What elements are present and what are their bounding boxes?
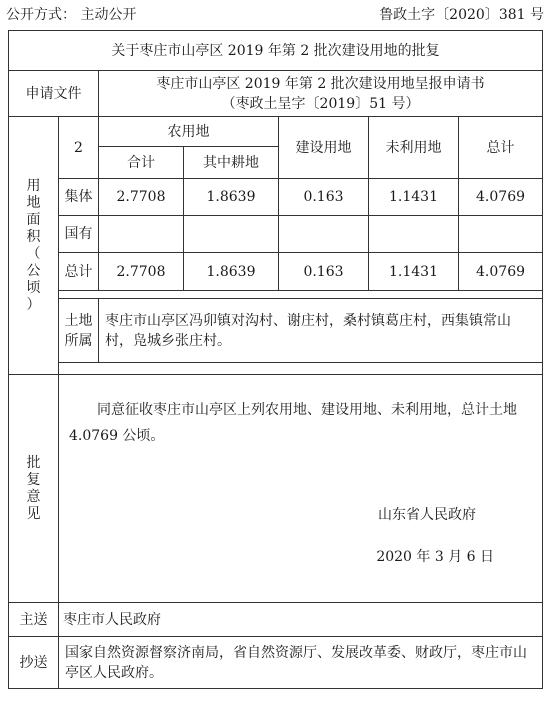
batch-number: 2: [59, 117, 99, 179]
cell-construction: [279, 216, 369, 253]
cc-label: 抄送: [9, 637, 59, 689]
approval-char: 见: [26, 505, 41, 522]
row-label: 国有: [59, 216, 99, 253]
application-line-1: 枣庄市山亭区 2019 年第 2 批次建设用地呈报申请书: [156, 75, 485, 92]
cell-farm-total: 2.7708: [99, 253, 184, 291]
side-char: 顷: [26, 279, 41, 296]
document-title: 关于枣庄市山亭区 2019 年第 2 批次建设用地的批复: [9, 31, 543, 71]
cell-unused: 1.1431: [369, 179, 459, 216]
row-label: 总计: [59, 253, 99, 291]
recipient-text: 枣庄市人民政府: [59, 603, 543, 637]
approval-char: 复: [26, 471, 41, 488]
approval-opinion-body: [59, 375, 543, 603]
land-location-label: [59, 299, 99, 363]
disclosure-mode: 公开方式： 主动公开: [6, 7, 137, 23]
side-char: 面: [26, 211, 41, 228]
table-row: [9, 253, 543, 291]
cell-farm-total: 2.7708: [99, 179, 184, 216]
farmland-header: 农用地: [99, 117, 279, 147]
side-char: 积: [26, 228, 41, 245]
farmland-total-header: 合计: [99, 147, 184, 179]
side-char: ）: [26, 296, 41, 313]
cell-sum: 4.0769: [459, 179, 543, 216]
cell-sum: [459, 216, 543, 253]
approval-opinion-label: [9, 375, 59, 603]
cell-farm-total: [99, 216, 184, 253]
row-label: 集体: [59, 179, 99, 216]
application-text: [99, 71, 543, 117]
unused-header: 未利用地: [369, 117, 459, 179]
approval-char: 批: [26, 454, 41, 471]
application-label: 申请文件: [9, 71, 99, 117]
side-char: 用: [26, 177, 41, 194]
land-location-text: 枣庄市山亭区冯卯镇对沟村、谢庄村，桑村镇葛庄村，西集镇常山村，凫城乡张庄村。: [99, 299, 543, 363]
recipient-label: 主送: [9, 603, 59, 637]
side-char: 地: [26, 194, 41, 211]
application-line-2: （枣政土呈字〔2019〕51 号）: [221, 95, 420, 112]
issuing-authority: 山东省人民政府: [378, 507, 477, 523]
land-label-line: 所属: [64, 332, 93, 349]
cell-construction: 0.163: [279, 253, 369, 291]
approval-form-table: [8, 30, 543, 689]
approval-char: 意: [26, 488, 41, 505]
cc-text: 国家自然资源督察济南局，省自然资源厅、发展改革委、财政厅，枣庄市山亭区人民政府。: [59, 637, 543, 689]
farmland-arable-header: 其中耕地: [184, 147, 279, 179]
side-char: （: [26, 245, 41, 262]
cell-construction: 0.163: [279, 179, 369, 216]
cell-unused: [369, 216, 459, 253]
cell-sum: 4.0769: [459, 253, 543, 291]
document-number: 鲁政土字〔2020〕381 号: [379, 7, 544, 23]
side-char: 公: [26, 262, 41, 279]
cell-unused: 1.1431: [369, 253, 459, 291]
table-row: [9, 216, 543, 253]
total-header: 总计: [459, 117, 543, 179]
construction-header: 建设用地: [279, 117, 369, 179]
cell-arable: [184, 216, 279, 253]
cell-arable: 1.8639: [184, 179, 279, 216]
land-label-line: 土地: [64, 312, 93, 329]
issue-date: 2020 年 3 月 6 日: [376, 549, 495, 565]
approval-text: 同意征收枣庄市山亭区上列农用地、建设用地、未利用地，总计土地 4.0769 公顷。: [69, 402, 517, 444]
cell-arable: 1.8639: [184, 253, 279, 291]
land-area-side-label: [9, 117, 59, 375]
table-row: [9, 179, 543, 216]
